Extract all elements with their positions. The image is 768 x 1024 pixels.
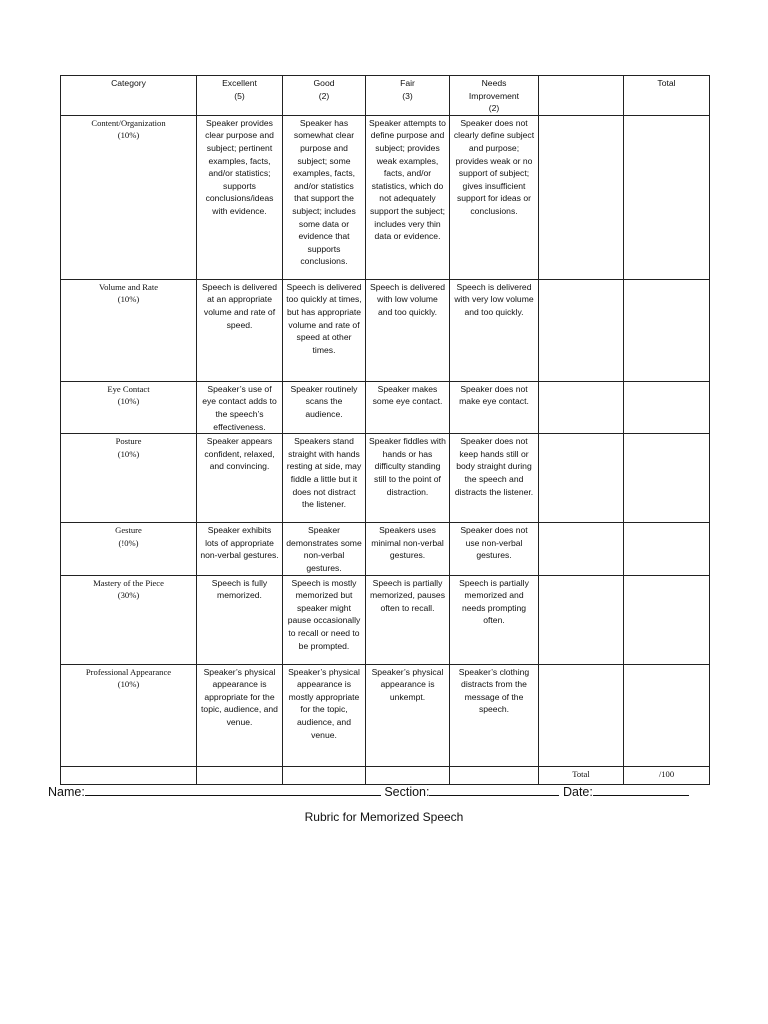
row-category: Mastery of the Piece (30%) — [61, 575, 197, 664]
total-label: Total — [539, 766, 624, 784]
row-category: Eye Contact (10%) — [61, 381, 197, 433]
name-field[interactable] — [85, 782, 381, 796]
section-label: Section: — [384, 785, 430, 799]
cell-fair: Speech is partially memorized, pauses often to recall. — [366, 575, 450, 664]
rubric-table — [60, 75, 710, 785]
table-row — [61, 115, 710, 279]
cell-fair: Speaker makes some eye contact. — [366, 381, 450, 433]
section-field[interactable] — [429, 782, 559, 796]
date-field[interactable] — [593, 782, 689, 796]
cell-good: Speaker has somewhat clear purpose and subject; some examples, facts, and/or statistics that support the subject; includes some data or evidence that supports conclusions. — [283, 115, 366, 279]
header-good: Good (2) — [283, 76, 366, 116]
cell-needs-improvement: Speaker does not use non-verbal gestures. — [450, 523, 539, 575]
date-label: Date: — [562, 785, 593, 799]
cell-good: Speaker routinely scans the audience. — [283, 381, 366, 433]
cell-excellent: Speaker exhibits lots of appropriate non-verbal gestures. — [197, 523, 283, 575]
cell-score — [539, 381, 624, 433]
cell-good: Speech is delivered too quickly at times, but has appropriate volume and rate of speed at other times. — [283, 279, 366, 381]
cell-needs-improvement: Speaker’s clothing distracts from the message of the speech. — [450, 664, 539, 766]
cell-fair: Speaker fiddles with hands or has difficulty standing still to the point of distraction. — [366, 434, 450, 523]
total-score: /100 — [624, 766, 710, 784]
cell-total — [624, 115, 710, 279]
cell-excellent: Speech is delivered at an appropriate volume and rate of speed. — [197, 279, 283, 381]
row-category: Gesture (!0%) — [61, 523, 197, 575]
header-blank — [539, 76, 624, 116]
cell-excellent: Speaker provides clear purpose and subject; pertinent examples, facts, and/or statistics; supports conclusions/ideas with evidence. — [197, 115, 283, 279]
cell-good: Speech is mostly memorized but speaker might pause occasionally to recall or need to be prompted. — [283, 575, 366, 664]
header-total: Total — [624, 76, 710, 116]
table-row — [61, 381, 710, 433]
cell-total — [624, 279, 710, 381]
cell-score — [539, 523, 624, 575]
cell-total — [624, 523, 710, 575]
header-excellent: Excellent (5) — [197, 76, 283, 116]
table-row — [61, 523, 710, 575]
row-category: Professional Appearance (10%) — [61, 664, 197, 766]
cell-excellent: Speech is fully memorized. — [197, 575, 283, 664]
cell-excellent: Speaker’s use of eye contact adds to the speech’s effectiveness. — [197, 381, 283, 433]
row-category: Content/Organization (10%) — [61, 115, 197, 279]
row-category: Posture (10%) — [61, 434, 197, 523]
header-row — [61, 76, 710, 116]
cell-fair: Speaker attempts to define purpose and subject; provides weak examples, facts, and/or statistics, which do not adequately support the subject; includes very thin data or evidence. — [366, 115, 450, 279]
table-row — [61, 664, 710, 766]
cell-excellent: Speaker’s physical appearance is appropriate for the topic, audience, and venue. — [197, 664, 283, 766]
student-info-line — [48, 782, 689, 799]
cell-good: Speaker’s physical appearance is mostly appropriate for the topic, audience, and venue. — [283, 664, 366, 766]
cell-score — [539, 575, 624, 664]
cell-score — [539, 279, 624, 381]
cell-good: Speaker demonstrates some non-verbal gestures. — [283, 523, 366, 575]
cell-needs-improvement: Speaker does not make eye contact. — [450, 381, 539, 433]
row-category: Volume and Rate (10%) — [61, 279, 197, 381]
cell-excellent: Speaker appears confident, relaxed, and convincing. — [197, 434, 283, 523]
page-caption: Rubric for Memorized Speech — [304, 810, 464, 824]
cell-total — [624, 381, 710, 433]
cell-total — [624, 575, 710, 664]
cell-total — [624, 664, 710, 766]
table-row — [61, 434, 710, 523]
header-needs-improvement: Needs Improvement (2) — [450, 76, 539, 116]
cell-score — [539, 434, 624, 523]
header-fair: Fair (3) — [366, 76, 450, 116]
cell-score — [539, 664, 624, 766]
cell-fair: Speakers uses minimal non-verbal gestures. — [366, 523, 450, 575]
cell-needs-improvement: Speech is partially memorized and needs prompting often. — [450, 575, 539, 664]
cell-good: Speakers stand straight with hands resting at side, may fiddle a little but it does not distract the listener. — [283, 434, 366, 523]
table-row — [61, 279, 710, 381]
cell-needs-improvement: Speaker does not keep hands still or body straight during the speech and distracts the listener. — [450, 434, 539, 523]
cell-total — [624, 434, 710, 523]
cell-fair: Speaker’s physical appearance is unkempt. — [366, 664, 450, 766]
cell-fair: Speech is delivered with low volume and too quickly. — [366, 279, 450, 381]
table-row — [61, 575, 710, 664]
header-category: Category — [61, 76, 197, 116]
cell-needs-improvement: Speaker does not clearly define subject and purpose; provides weak or no support of subject; gives insufficient support for ideas or conclusions. — [450, 115, 539, 279]
name-label: Name: — [48, 785, 85, 799]
cell-score — [539, 115, 624, 279]
cell-needs-improvement: Speech is delivered with very low volume and too quickly. — [450, 279, 539, 381]
